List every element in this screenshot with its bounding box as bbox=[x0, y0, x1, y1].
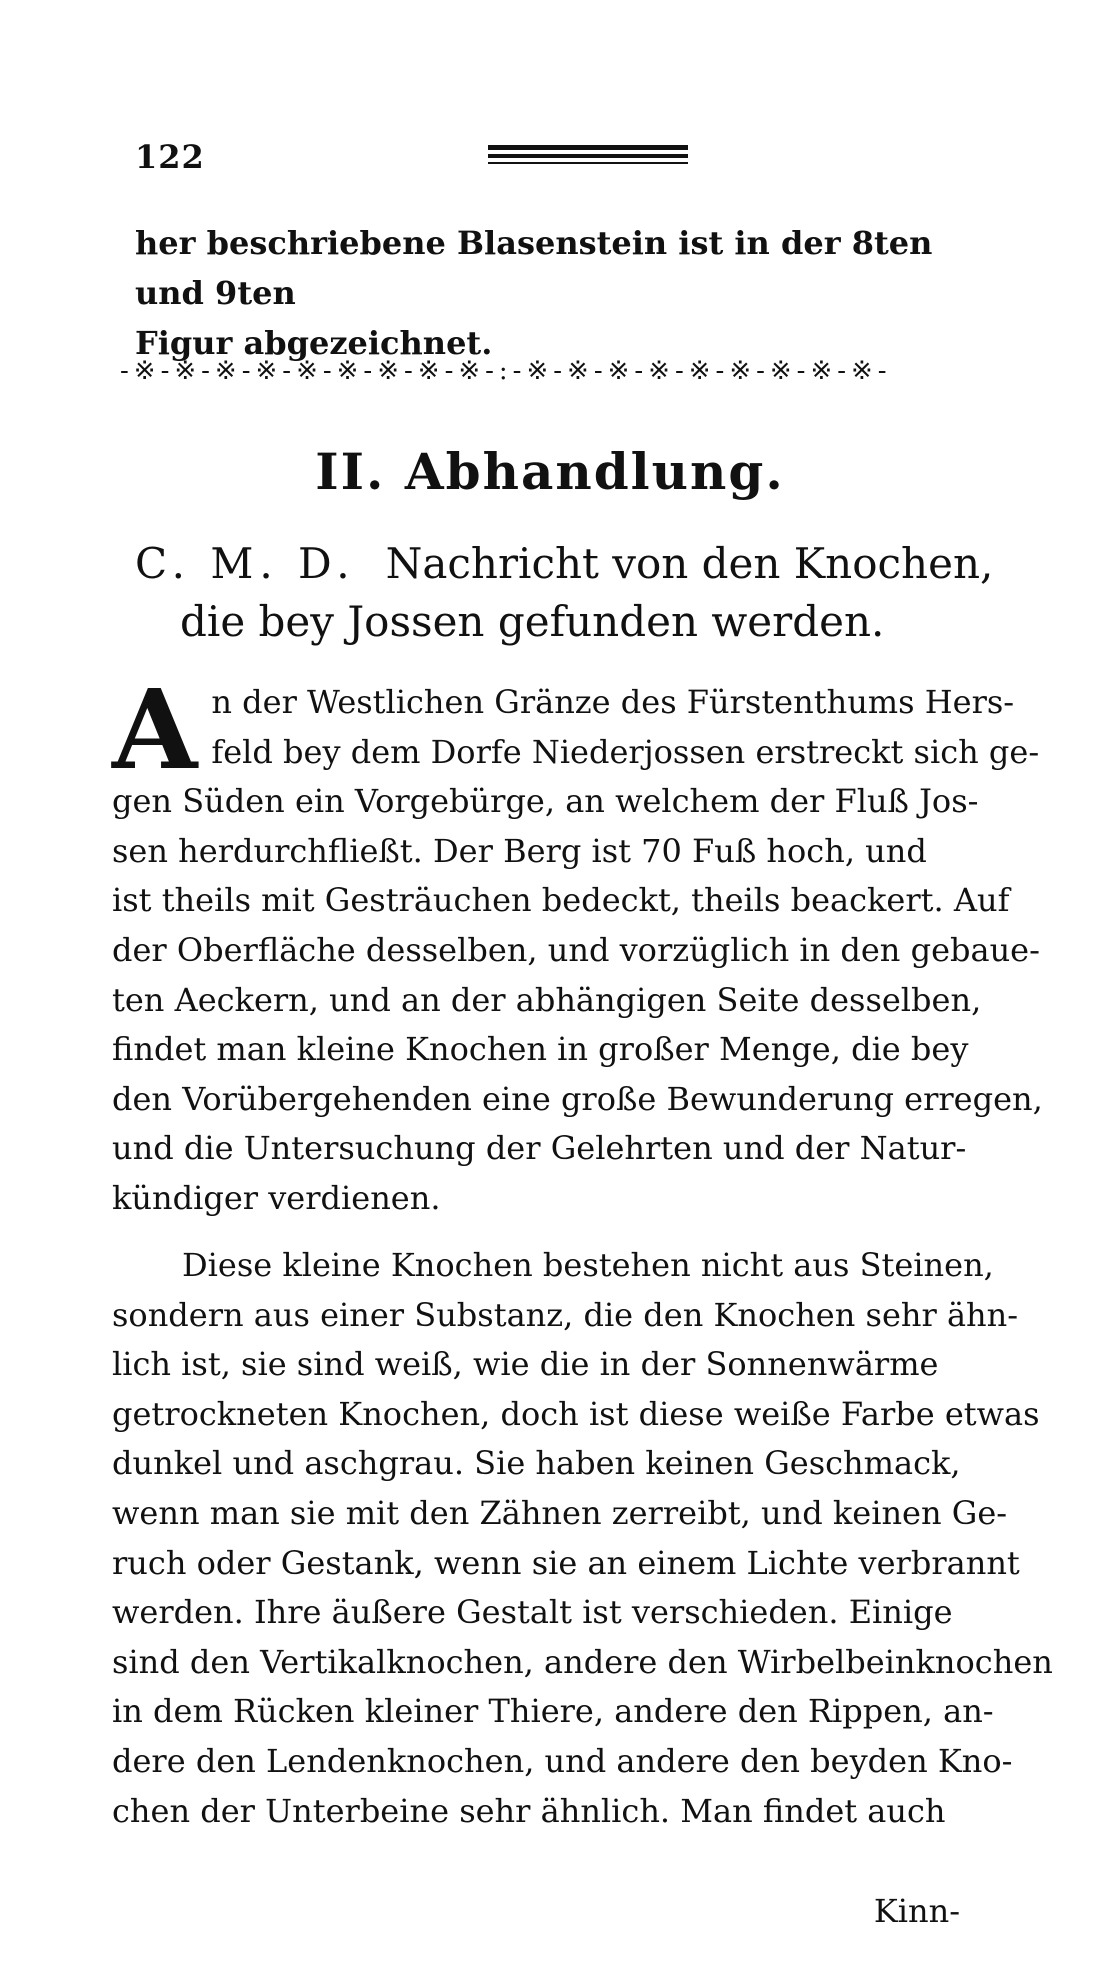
article-title bbox=[135, 535, 1015, 651]
paragraph-line: ten Aeckern, und an der abhängigen Seite desselben, bbox=[112, 980, 982, 1019]
paragraph-line: findet man kleine Knochen in großer Menge, die bey bbox=[112, 1030, 969, 1069]
catchword: Kinn- bbox=[873, 1892, 960, 1930]
paragraph-line: chen der Unterbeine sehr ähnlich. Man findet auch bbox=[112, 1791, 946, 1830]
paragraph-line: ruch oder Gestank, wenn sie an einem Lichte verbrannt bbox=[112, 1543, 1020, 1582]
drop-cap: A bbox=[112, 665, 198, 794]
paragraph-line: dere den Lendenknochen, und andere den beyden Kno- bbox=[112, 1741, 1013, 1780]
paragraph-line: und die Untersuchung der Gelehrten und der Natur- bbox=[112, 1129, 967, 1168]
ornament-divider: -※-※-※-※-※-※-※-※-※-:-※-※-※-※-※-※-※-※-※- bbox=[120, 356, 892, 386]
section-heading: II. Abhandlung. bbox=[315, 442, 785, 501]
title-line-2: die bey Jossen gefunden werden. bbox=[180, 597, 885, 646]
paragraph-line: sen herdurchfließt. Der Berg ist 70 Fuß hoch, und bbox=[112, 831, 927, 870]
paragraph-line: Diese kleine Knochen bestehen nicht aus Steinen, bbox=[182, 1246, 994, 1284]
paragraph-line: der Oberfläche desselben, und vorzüglich in den gebaue- bbox=[112, 930, 1040, 969]
paragraph-line: ist theils mit Gesträuchen bedeckt, theils beackert. Auf bbox=[112, 881, 1010, 920]
paragraph-line: dunkel und aschgrau. Sie haben keinen Geschmack, bbox=[112, 1444, 961, 1483]
header-rule bbox=[488, 145, 688, 168]
paragraph-line: feld bey dem Dorfe Niederjossen erstreckt sich ge- bbox=[211, 732, 1040, 771]
author-initials: C. M. D. bbox=[135, 539, 356, 588]
intro-text: her beschriebene Blasenstein ist in der 8ten und 9ten Figur abgezeichnet. bbox=[135, 224, 933, 362]
paragraph-line: sind den Vertikalknochen, andere den Wirbelbeinknochen bbox=[112, 1642, 1053, 1681]
paragraph-line: wenn man sie mit den Zähnen zerreibt, und keinen Ge- bbox=[112, 1493, 1008, 1532]
page-number: 122 bbox=[135, 138, 205, 176]
paragraph-line: n der Westlichen Gränze des Fürstenthums Hers- bbox=[211, 683, 1015, 721]
paragraph-line: getrockneten Knochen, doch ist diese weiße Farbe etwas bbox=[112, 1394, 1040, 1433]
paragraph-line: den Vorübergehenden eine große Bewunderung erregen, bbox=[112, 1079, 1043, 1118]
paragraph-line: werden. Ihre äußere Gestalt ist verschieden. Einige bbox=[112, 1593, 953, 1632]
paragraph-line: sondern aus einer Substanz, die den Knochen sehr ähn- bbox=[112, 1295, 1019, 1334]
paragraph-line: lich ist, sie sind weiß, wie die in der Sonnenwärme bbox=[112, 1345, 939, 1384]
paragraph-line: gen Süden ein Vorgebürge, an welchem der Fluß Jos- bbox=[112, 782, 979, 821]
paragraph-2 bbox=[112, 1241, 1053, 1836]
paragraph-line: in dem Rücken kleiner Thiere, andere den Rippen, an- bbox=[112, 1692, 994, 1731]
paragraph-1 bbox=[112, 665, 1043, 1224]
title-line-1: Nachricht von den Knochen, bbox=[385, 539, 994, 588]
paragraph-line: kündiger verdienen. bbox=[112, 1178, 441, 1217]
